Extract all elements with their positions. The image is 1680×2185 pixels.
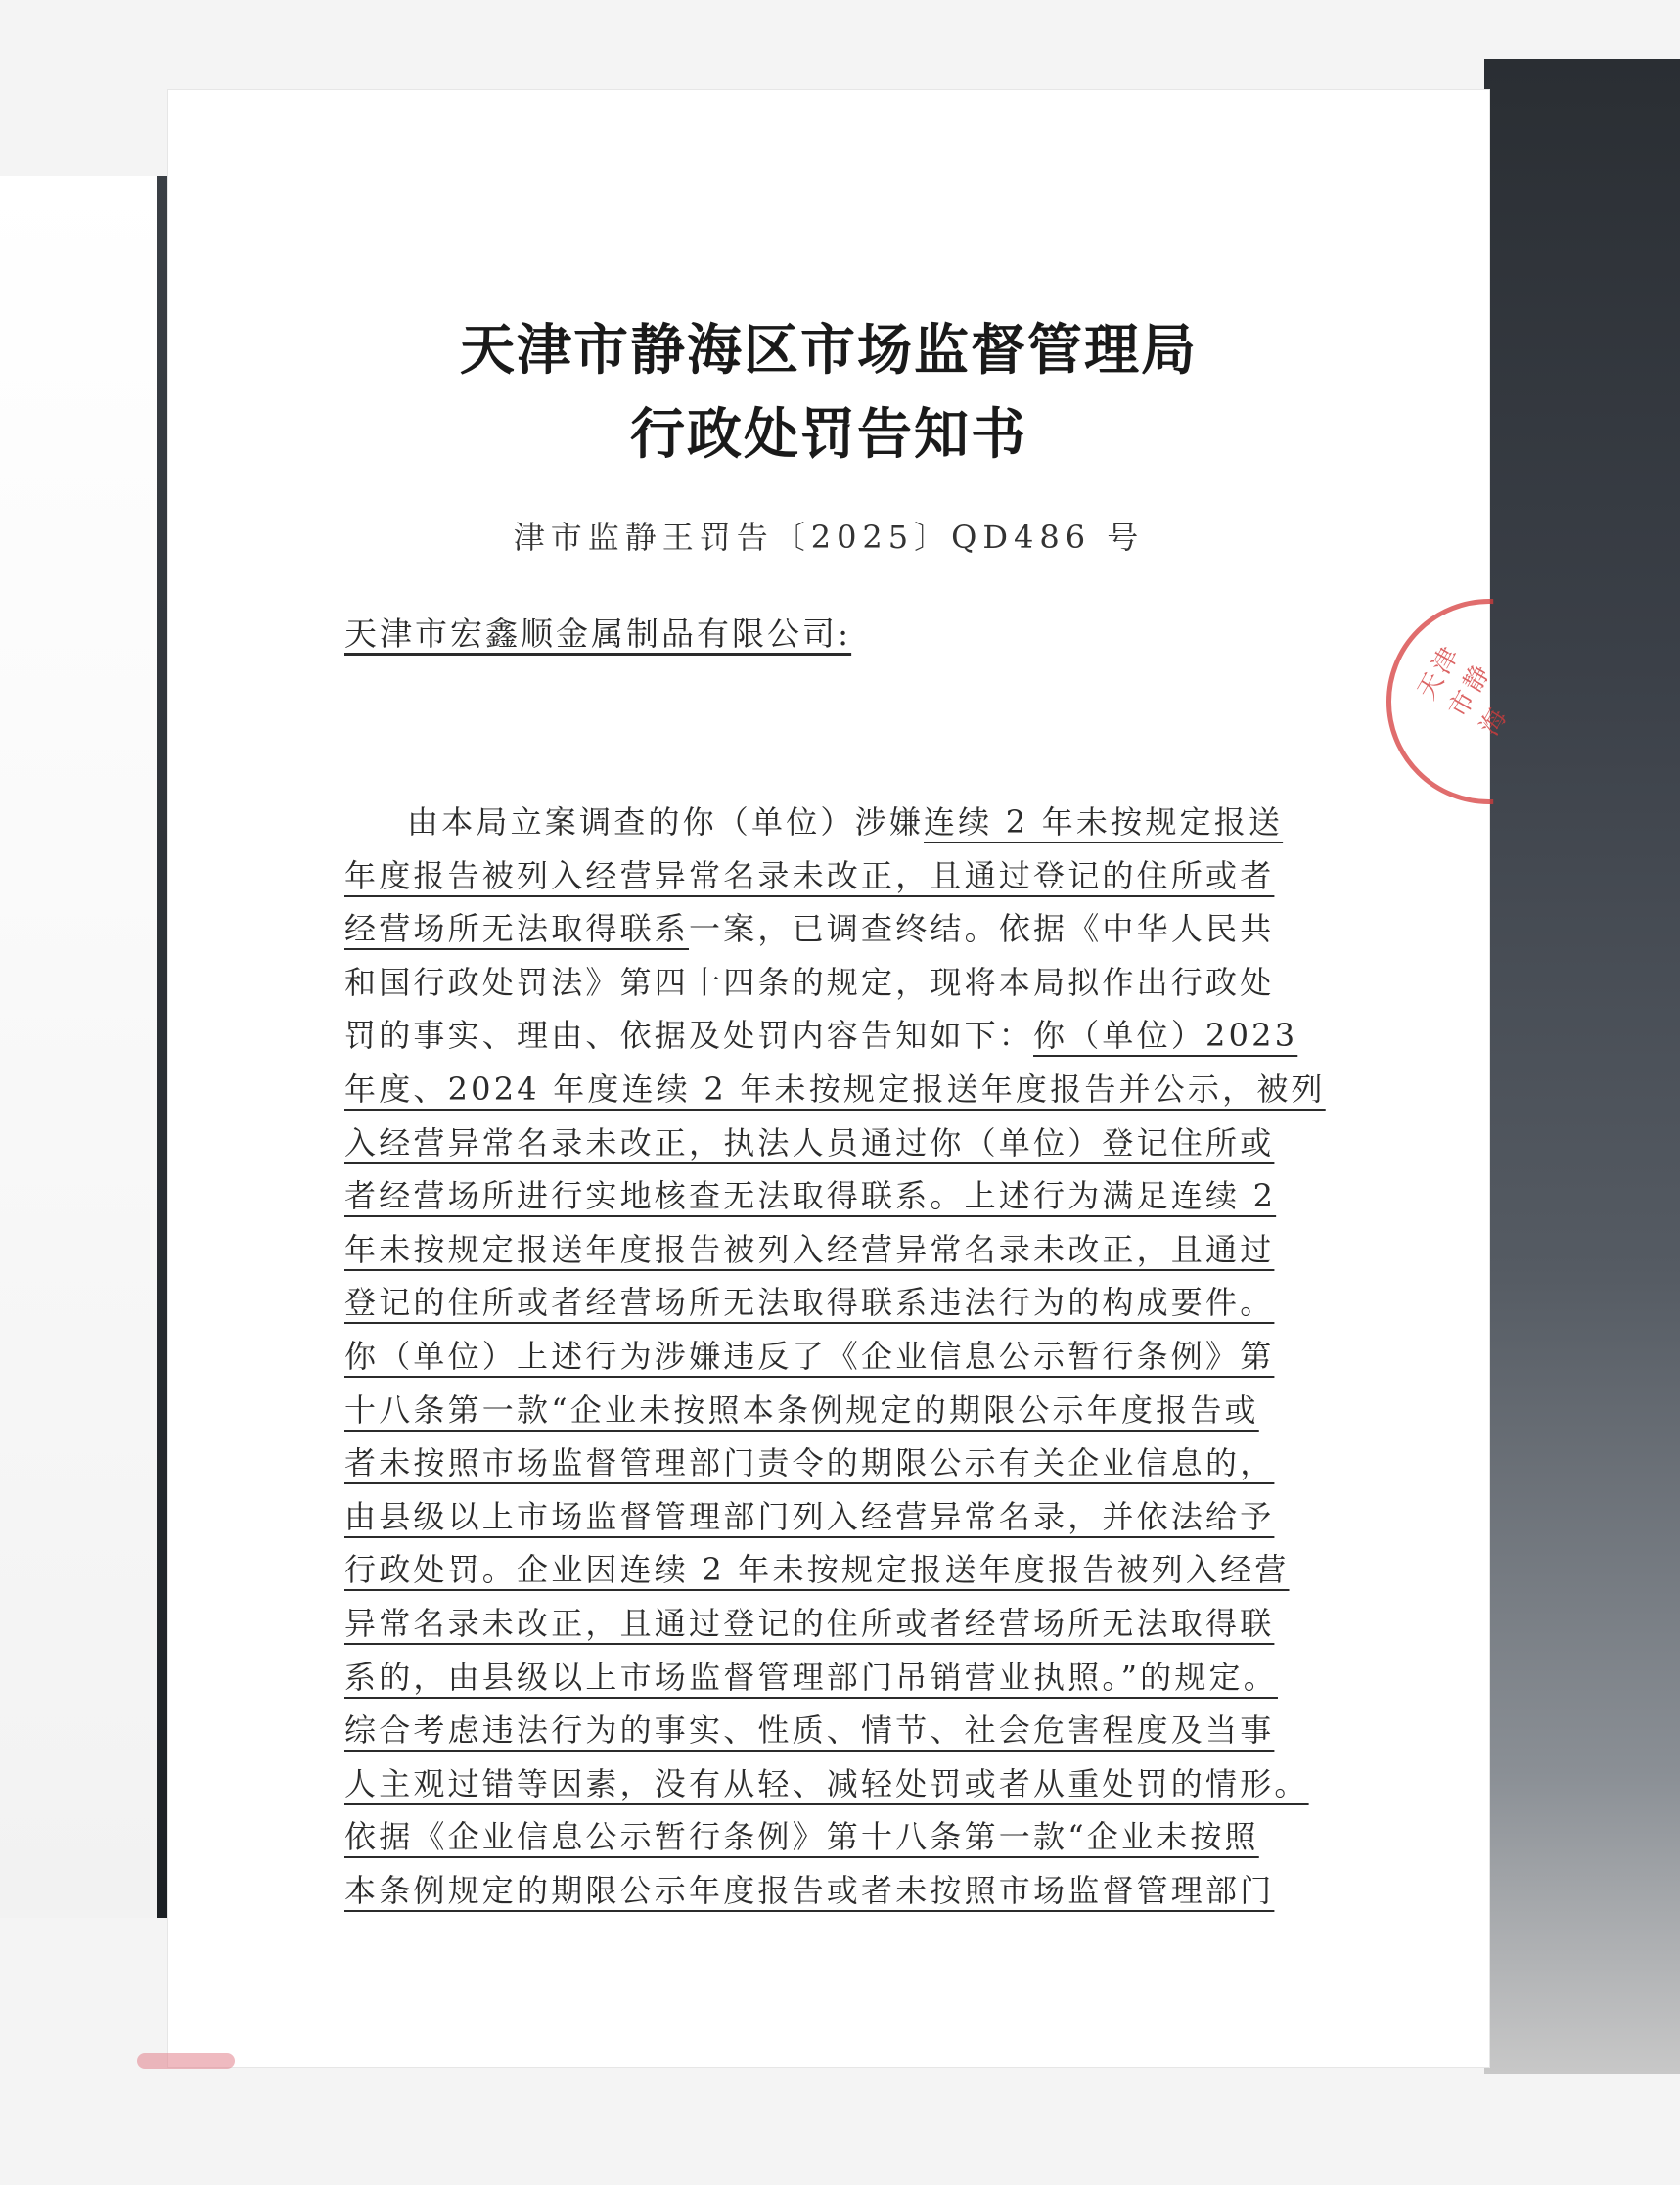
underlined-text: 依据《企业信息公示暂行条例》第十八条第一款“企业未按照 [344, 1818, 1259, 1856]
body-text-line [344, 1710, 1294, 1750]
document-title: 天津市静海区市场监督管理局 [460, 318, 1198, 383]
document-number: 津市监静王罚告〔2025〕QD486 号 [513, 519, 1145, 556]
body-text-line [344, 856, 1294, 895]
body-text-line [344, 1070, 1326, 1109]
body-text-line [344, 1390, 1294, 1430]
body-text-line [344, 1604, 1294, 1643]
background-blob [137, 2053, 235, 2069]
body-text-line [344, 1658, 1294, 1697]
body-text-line [344, 802, 1294, 842]
underlined-text: 入经营异常名录未改正，执法人员通过你（单位）登记住所或 [344, 1123, 1275, 1161]
underlined-text: 十八条第一款“企业未按照本条例规定的期限公示年度报告或 [344, 1390, 1259, 1429]
underlined-text: 异常名录未改正，且通过登记的住所或者经营场所无法取得联 [344, 1605, 1275, 1642]
body-text-line [344, 1497, 1294, 1536]
underlined-text: 连续 2 年未按规定报送 [924, 803, 1284, 841]
document-subtitle: 行政处罚告知书 [630, 402, 1027, 467]
underlined-text: 年未按规定报送年度报告被列入经营异常名录未改正，且通过 [344, 1230, 1275, 1268]
body-text-line [344, 1016, 1298, 1055]
body-text-line [344, 1230, 1294, 1269]
underlined-text: 综合考虑违法行为的事实、性质、情节、社会危害程度及当事 [344, 1711, 1275, 1750]
body-text-line [344, 1871, 1294, 1910]
underlined-text: 登记的住所或者经营场所无法取得联系违法行为的构成要件。 [344, 1284, 1275, 1322]
body-text-line [344, 1123, 1294, 1162]
seal-text: 天津市静海 [1412, 639, 1516, 741]
body-text-line [344, 1550, 1294, 1589]
underlined-text: 者经营场所进行实地核查无法取得联系。上述行为满足连续 2 [344, 1177, 1277, 1215]
underlined-text: 行政处罚。企业因连续 2 年未按规定报送年度报告被列入经营 [344, 1551, 1290, 1589]
body-text-line [344, 1283, 1294, 1322]
body-text: 由本局立案调查的你（单位）涉嫌 [407, 803, 925, 841]
document-page [168, 90, 1516, 2067]
underlined-text: 你（单位）2023 [1033, 1017, 1298, 1055]
underlined-text: 你（单位）上述行为涉嫌违反了《企业信息公示暂行条例》第 [344, 1338, 1275, 1375]
body-text-line [344, 1764, 1309, 1803]
body-text-line [344, 1443, 1294, 1482]
underlined-text: 本条例规定的期限公示年度报告或者未按照市场监督管理部门 [344, 1872, 1275, 1909]
recipient-name: 天津市宏鑫顺金属制品有限公司: [344, 615, 852, 653]
underlined-text: 系的，由县级以上市场监督管理部门吊销营业执照。”的规定。 [344, 1658, 1278, 1696]
body-text-line [344, 1817, 1294, 1856]
body-text-line [344, 1337, 1294, 1376]
background-left [0, 176, 166, 1918]
body-text: 一案，已调查终结。依据《中华人民共 [689, 910, 1275, 948]
body-text: 罚的事实、理由、依据及处罚内容告知如下： [344, 1017, 1034, 1055]
underlined-text: 年度报告被列入经营异常名录未改正，且通过登记的住所或者 [344, 856, 1275, 894]
body-text-line [344, 909, 1294, 948]
underlined-text: 者未按照市场监督管理部门责令的期限公示有关企业信息的， [344, 1444, 1275, 1482]
underlined-text: 经营场所无法取得联系 [344, 910, 690, 948]
background-device-right [1484, 59, 1680, 2074]
underlined-text: 年度、2024 年度连续 2 年未按规定报送年度报告并公示，被列 [344, 1070, 1326, 1108]
body-text-line [344, 1176, 1294, 1215]
body-text: 和国行政处罚法》第四十四条的规定，现将本局拟作出行政处 [344, 963, 1275, 1001]
body-text-line [344, 963, 1294, 1002]
underlined-text: 由县级以上市场监督管理部门列入经营异常名录，并依法给予 [344, 1497, 1275, 1535]
underlined-text: 人主观过错等因素，没有从轻、减轻处罚或者从重处罚的情形。 [344, 1764, 1309, 1802]
